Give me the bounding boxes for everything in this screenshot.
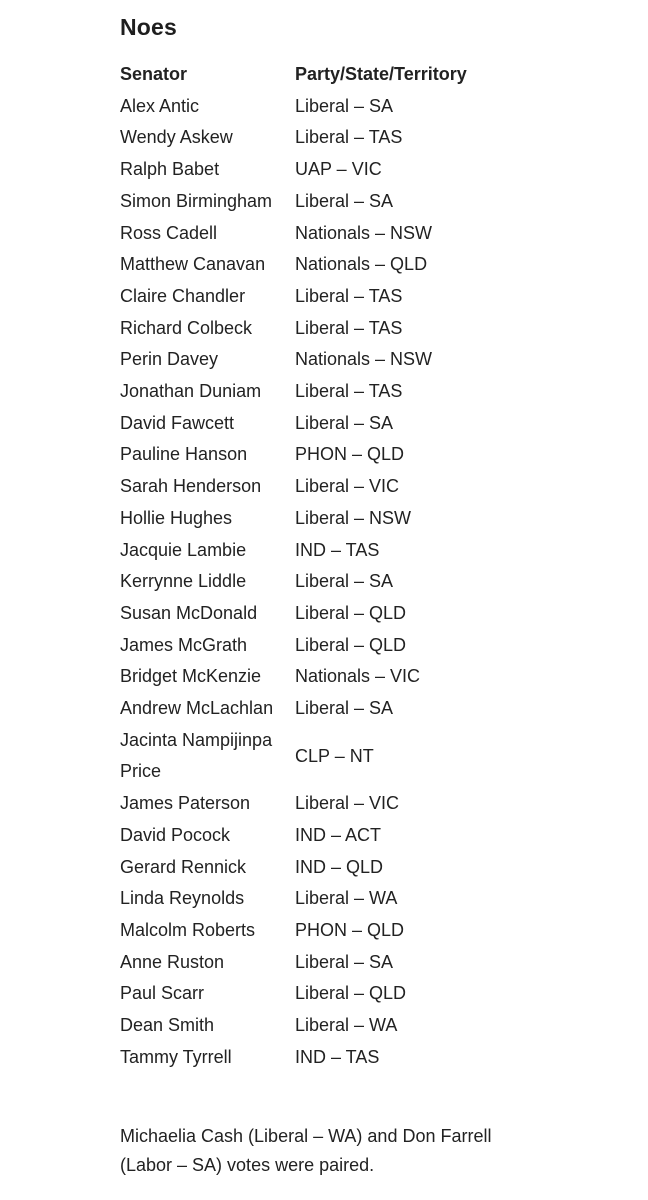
table-row [120, 249, 467, 281]
senator-name: David Pocock [120, 824, 231, 845]
senator-party: IND – QLD [295, 856, 384, 877]
table-row [120, 978, 467, 1010]
senator-name: Andrew McLachlan [120, 698, 274, 719]
senator-party: Liberal – VIC [295, 793, 400, 814]
senator-party: Liberal – WA [295, 1015, 398, 1036]
table-row [120, 661, 467, 693]
table-row [120, 947, 467, 979]
senator-party: Liberal – SA [295, 412, 394, 433]
table-header-row [120, 59, 467, 91]
senator-name: Anne Ruston [120, 951, 225, 972]
table-row [120, 218, 467, 250]
table-row [120, 883, 467, 915]
senator-name: Dean Smith [120, 1015, 215, 1036]
table-body [120, 91, 467, 1074]
table-row [120, 915, 467, 947]
senator-party: Liberal – NSW [295, 507, 412, 528]
senator-party: IND – TAS [295, 539, 380, 560]
table-row [120, 535, 467, 567]
senator-name: Bridget McKenzie [120, 666, 262, 687]
paired-votes-note: Michaelia Cash (Liberal – WA) and Don Farrell (Labor – SA) votes were paired. [120, 1126, 492, 1175]
table-row [120, 566, 467, 598]
table-row [120, 91, 467, 123]
senator-party: CLP – NT [295, 745, 374, 766]
table-row [120, 693, 467, 725]
senator-name: James Paterson [120, 793, 251, 814]
table-row [120, 1042, 467, 1074]
senator-name: David Fawcett [120, 412, 235, 433]
table-row [120, 186, 467, 218]
senator-party: Nationals – NSW [295, 222, 433, 243]
senator-party: Liberal – SA [295, 951, 394, 972]
senator-party: Liberal – QLD [295, 634, 407, 655]
senator-name: Alex Antic [120, 95, 200, 116]
section-heading: Noes [120, 14, 178, 40]
table-row [120, 122, 467, 154]
senator-party: UAP – VIC [295, 159, 382, 180]
table-row [120, 376, 467, 408]
senator-name: Jonathan Duniam [120, 381, 262, 402]
senator-name: Tammy Tyrrell [120, 1046, 232, 1067]
senator-party: IND – ACT [295, 824, 382, 845]
senator-party: PHON – QLD [295, 444, 405, 465]
table-row [120, 630, 467, 662]
senator-name: Claire Chandler [120, 285, 246, 306]
senator-name: Simon Birmingham [120, 190, 273, 211]
table-row [120, 344, 467, 376]
senator-name: Pauline Hanson [120, 444, 248, 465]
table-row [120, 439, 467, 471]
table-row [120, 408, 467, 440]
senator-name: Sarah Henderson [120, 476, 262, 497]
senator-name: Wendy Askew [120, 127, 233, 148]
senator-name: Hollie Hughes [120, 507, 233, 528]
senator-name: Matthew Canavan [120, 254, 266, 275]
party-column-header: Party/State/Territory [295, 64, 467, 84]
senator-name: Jacinta Nampijinpa Price [120, 729, 273, 782]
senator-name: Jacquie Lambie [120, 539, 247, 560]
senator-party: Liberal – QLD [295, 602, 407, 623]
senator-name: Paul Scarr [120, 983, 205, 1004]
senator-party: Nationals – VIC [295, 666, 421, 687]
table-row [120, 281, 467, 313]
senator-party: Nationals – NSW [295, 349, 433, 370]
senator-column-header: Senator [120, 64, 188, 84]
table-row [120, 598, 467, 630]
senator-party: PHON – QLD [295, 919, 405, 940]
senator-name: Ross Cadell [120, 222, 218, 243]
table-row [120, 313, 467, 345]
senator-party: Nationals – QLD [295, 254, 428, 275]
senator-name: Gerard Rennick [120, 856, 247, 877]
table-row [120, 725, 467, 788]
senator-name: Perin Davey [120, 349, 219, 370]
senator-party: Liberal – VIC [295, 476, 400, 497]
senator-name: Malcolm Roberts [120, 919, 256, 940]
senator-name: Ralph Babet [120, 159, 220, 180]
senator-party: Liberal – SA [295, 95, 394, 116]
senator-party: Liberal – TAS [295, 317, 403, 338]
table-row [120, 820, 467, 852]
senator-party: Liberal – QLD [295, 983, 407, 1004]
table-row [120, 503, 467, 535]
senator-party: IND – TAS [295, 1046, 380, 1067]
senator-party: Liberal – SA [295, 190, 394, 211]
table-row [120, 1010, 467, 1042]
table-row [120, 788, 467, 820]
senator-party: Liberal – TAS [295, 381, 403, 402]
senator-name: Linda Reynolds [120, 888, 245, 909]
senator-name: Susan McDonald [120, 602, 258, 623]
table-row [120, 154, 467, 186]
senator-party: Liberal – TAS [295, 127, 403, 148]
senator-name: Richard Colbeck [120, 317, 253, 338]
senator-party: Liberal – SA [295, 698, 394, 719]
noes-table [120, 59, 467, 1074]
senator-party: Liberal – SA [295, 571, 394, 592]
senator-name: Kerrynne Liddle [120, 571, 247, 592]
senator-party: Liberal – WA [295, 888, 398, 909]
senator-name: James McGrath [120, 634, 248, 655]
table-row [120, 852, 467, 884]
table-row [120, 471, 467, 503]
senator-party: Liberal – TAS [295, 285, 403, 306]
